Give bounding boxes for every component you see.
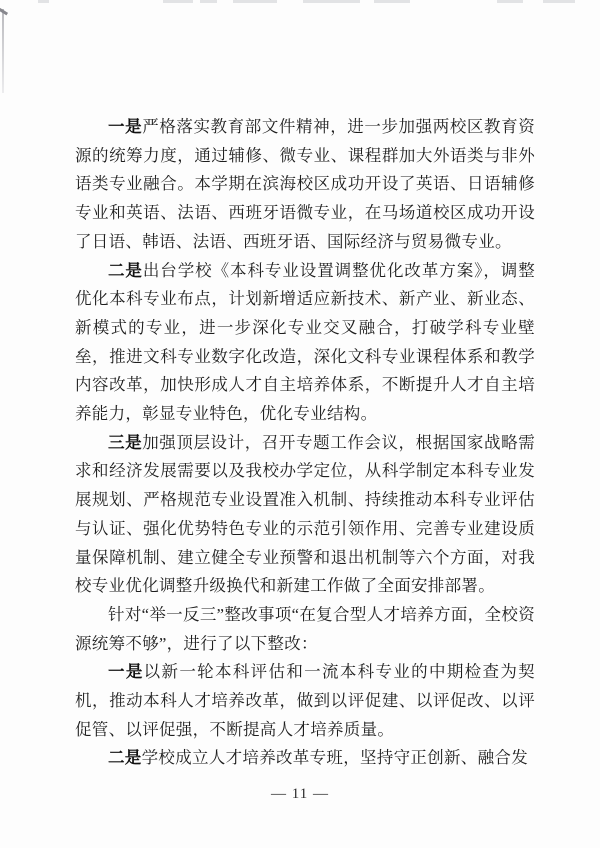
page-number: — 11 — [271, 786, 329, 802]
paragraph-lead: 二是 [108, 260, 143, 280]
paragraph [75, 429, 535, 601]
scan-artifact-edge-line [2, 9, 4, 93]
scan-artifact-dash [200, 0, 217, 3]
paragraph-text: 出台学校《本科专业设置调整优化改革方案》，调整优化本科专业布点，计划新增适应新技术、新产业、新业态、新模式的专业，进一步深化专业交叉融合，打破学科专业壁垒，推进文科专业数字化改造，深化文科专业课程体系和教学内容改革，加快形成人才自主培养体系，不断提升人才自主培养能力，彰显专业特色，优化专业结构。 [75, 260, 535, 424]
document-text [75, 113, 535, 773]
scan-artifact-dash [497, 0, 523, 3]
scan-artifact-dash [233, 0, 277, 3]
paragraph [75, 601, 535, 658]
paragraph-text: 学校成立人才培养改革专班，坚持守正创新、融合发 [141, 748, 529, 768]
scan-artifact-dash [163, 0, 193, 3]
paragraph-lead: 二是 [108, 748, 142, 768]
scan-artifact-dash [543, 0, 575, 3]
paragraph-lead: 一是 [108, 662, 144, 682]
paragraph-text: 以新一轮本科评估和一流本科专业的中期检查为契机，推动本科人才培养改革，做到以评促建、以评促改、以评促管、以评促强，不断提高人才培养质量。 [75, 662, 535, 739]
paragraph [75, 658, 535, 744]
paragraph [75, 257, 535, 429]
paragraph [75, 113, 535, 257]
paragraph-text: 针对“举一反三”整改事项“在复合型人才培养方面，全校资源统筹不够”，进行了以下整改： [75, 604, 535, 653]
scan-artifact-dash [374, 0, 410, 3]
paragraph-text: 加强顶层设计，召开专题工作会议，根据国家战略需求和经济发展需要以及我校办学定位，从科学制定本科专业发展规划、严格规范专业设置准入机制、持续推动本科专业评估与认证、强化优势特色专业的示范引领作用、完善专业建设质量保障机制、建立健全专业预警和退出机制等六个方面，对我校专业优化调整升级换代和新建工作做了全面安排部署。 [75, 432, 535, 596]
paragraph [75, 744, 535, 773]
paragraph-lead: 三是 [108, 432, 143, 452]
scan-artifact-dash [38, 0, 49, 3]
scan-artifact-dash [303, 0, 360, 3]
paragraph-text: 严格落实教育部文件精神，进一步加强两校区教育资源的统筹力度，通过辅修、微专业、课程群加大外语类与非外语类专业融合。本学期在滨海校区成功开设了英语、日语辅修专业和英语、法语、西班牙语微专业，在马场道校区成功开设了日语、韩语、法语、西班牙语、国际经济与贸易微专业。 [75, 117, 535, 251]
paragraph-lead: 一是 [108, 117, 143, 136]
